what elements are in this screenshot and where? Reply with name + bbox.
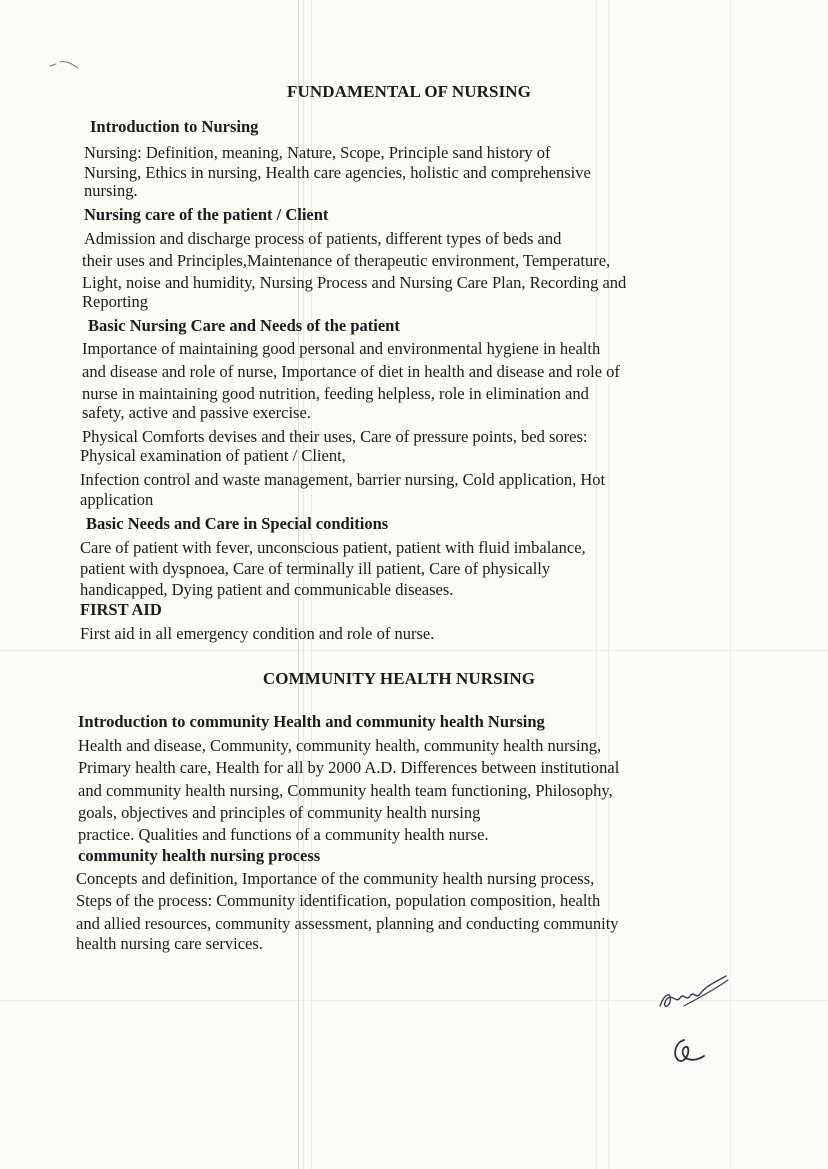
topic-text-line: practice. Qualities and functions of a community health nurse. [78, 825, 489, 844]
topic-text-line: goals, objectives and principles of community health nursing [78, 803, 481, 822]
topic-text-line: safety, active and passive exercise. [82, 403, 311, 422]
topic-text-line: Health and disease, Community, community health, community health nursing, [78, 736, 602, 755]
section-title: COMMUNITY HEALTH NURSING [262, 669, 536, 688]
topic-text-line: Infection control and waste management, barrier nursing, Cold application, Hot [80, 470, 606, 489]
topic-text-line: Steps of the process: Community identification, population composition, health [76, 891, 601, 910]
handwritten-signature [650, 968, 740, 1018]
topic-text-line: and community health nursing, Community health team functioning, Philosophy, [78, 781, 613, 800]
topic-text-line: Concepts and definition, Importance of the community health nursing process, [76, 869, 595, 888]
topic-text-line: Nursing, Ethics in nursing, Health care agencies, holistic and comprehensive [84, 163, 591, 182]
topic-text-line: and disease and role of nurse, Importance of diet in health and disease and role of [82, 362, 620, 381]
scan-artifact-line [596, 0, 597, 1169]
topic-text-line: Admission and discharge process of patients, different types of beds and [84, 229, 562, 248]
topic-text-line: Physical examination of patient / Client, [80, 446, 346, 465]
topic-text-line: First aid in all emergency condition and role of nurse. [80, 624, 435, 643]
topic-text-line: Primary health care, Health for all by 2000 A.D. Differences between institutional [78, 758, 620, 777]
topic-heading: Nursing care of the patient / Client [84, 205, 329, 224]
topic-heading: Introduction to Nursing [90, 117, 259, 136]
handwritten-initial [668, 1036, 708, 1068]
topic-text-line: health nursing care services. [76, 934, 263, 953]
topic-text-line: Physical Comforts devises and their uses, Care of pressure points, bed sores: [82, 427, 588, 446]
topic-text-line: their uses and Principles,Maintenance of therapeutic environment, Temperature, [82, 251, 611, 270]
topic-text-line: patient with dyspnoea, Care of terminally ill patient, Care of physically [80, 559, 551, 578]
section-title: FUNDAMENTAL OF NURSING [287, 82, 531, 101]
topic-text-line: handicapped, Dying patient and communicable diseases. [80, 580, 454, 599]
topic-heading: Introduction to community Health and community health Nursing [78, 712, 545, 731]
topic-text-line: Nursing: Definition, meaning, Nature, Scope, Principle sand history of [84, 143, 551, 162]
topic-text-line: nurse in maintaining good nutrition, feeding helpless, role in elimination and [82, 384, 589, 403]
topic-text-line: Reporting [82, 292, 148, 311]
topic-text-line: and allied resources, community assessment, planning and conducting community [76, 914, 619, 933]
topic-text-line: Care of patient with fever, unconscious patient, patient with fluid imbalance, [80, 538, 586, 557]
topic-heading: Basic Needs and Care in Special conditions [86, 514, 389, 533]
topic-text-line: Light, noise and humidity, Nursing Process and Nursing Care Plan, Recording and [82, 273, 627, 292]
topic-text-line: nursing. [84, 181, 138, 200]
topic-text-line: application [80, 490, 154, 509]
scan-artifact-line [608, 0, 609, 1169]
topic-heading: FIRST AID [80, 600, 162, 619]
topic-heading: community health nursing process [78, 846, 321, 865]
topic-heading: Basic Nursing Care and Needs of the patient [88, 316, 400, 335]
topic-text-line: Importance of maintaining good personal and environmental hygiene in health [82, 339, 601, 358]
scan-smudge-mark [46, 56, 86, 76]
scan-artifact-line [0, 650, 828, 651]
